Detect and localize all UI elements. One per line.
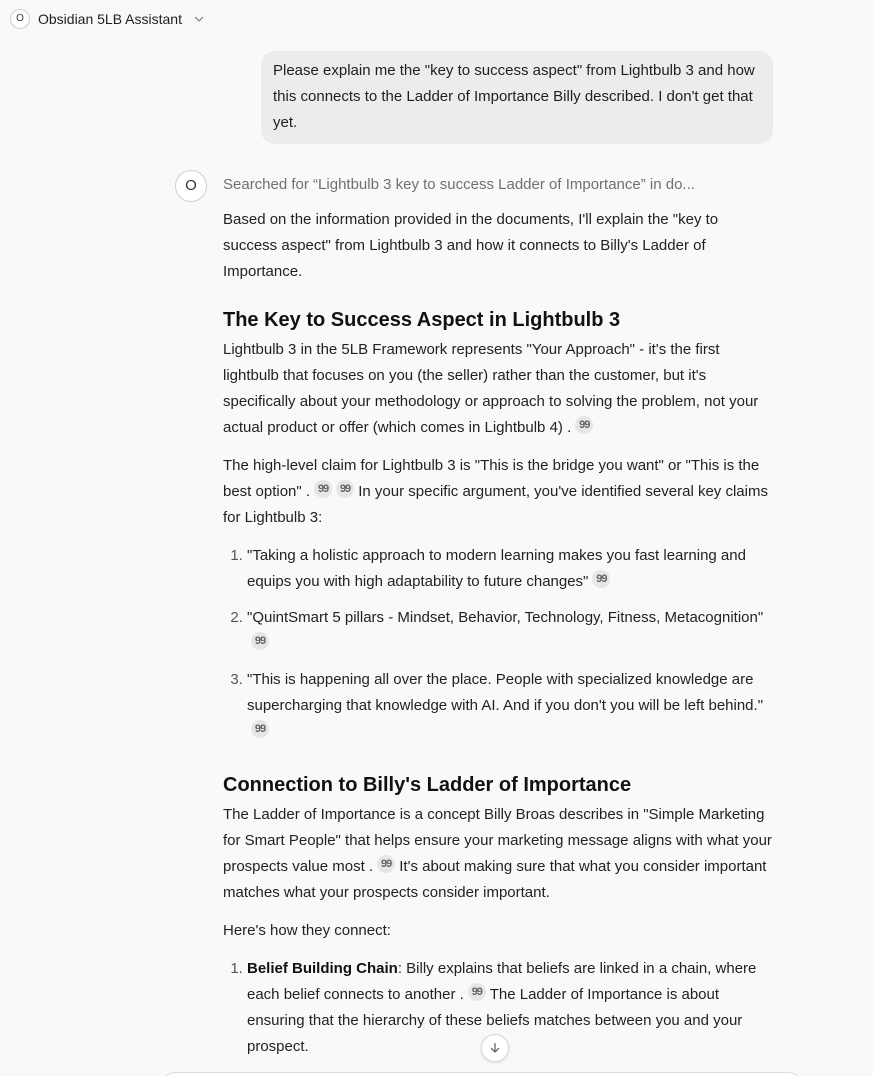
citation-icon[interactable]: 99 bbox=[575, 416, 593, 434]
paragraph bbox=[223, 337, 775, 441]
answer-intro: Based on the information provided in the documents, I'll explain the "key to success aspect" from Lightbulb 3 and how it connects to Billy's Ladder of Importance. bbox=[223, 211, 719, 280]
citation-icon[interactable]: 99 bbox=[377, 855, 395, 873]
citation-icon[interactable]: 99 bbox=[314, 480, 332, 498]
user-message: Please explain me the "key to success aspect" from Lightbulb 3 and how this connects to the Ladder of Importance Billy described. I don't get that yet. bbox=[261, 51, 773, 144]
paragraph bbox=[223, 802, 775, 906]
citation-icon[interactable]: 99 bbox=[336, 480, 354, 498]
paragraph-text: The Ladder of Importance is a concept Billy Broas describes in "Simple Marketing for Smart People" that helps ensure your marketing message aligns with what your prospects value most . bbox=[223, 806, 772, 875]
claims-list bbox=[223, 543, 775, 745]
paragraph-text: The high-level claim for Lightbulb 3 is "This is the bridge you want" or "This is the best option" . bbox=[223, 457, 760, 500]
message-composer[interactable] bbox=[160, 1072, 804, 1076]
assistant-avatar: O bbox=[10, 9, 30, 29]
list-item bbox=[247, 667, 775, 745]
list-item-text: : Billy explains that beliefs are linked in a chain, where each belief connects to another . bbox=[247, 960, 757, 1003]
citation-icon[interactable]: 99 bbox=[251, 632, 269, 650]
assistant-message bbox=[223, 207, 775, 1070]
section-heading: Connection to Billy's Ladder of Importance bbox=[223, 774, 632, 796]
section-heading: The Key to Success Aspect in Lightbulb 3 bbox=[223, 309, 621, 331]
citation-icon[interactable]: 99 bbox=[251, 720, 269, 738]
paragraph-text: It's about making sure that what you consider important matches what your prospects consider important. bbox=[223, 858, 767, 901]
arrow-down-icon bbox=[488, 1041, 502, 1055]
scroll-to-bottom-button[interactable] bbox=[481, 1034, 509, 1062]
list-item-title: Belief Building Chain bbox=[247, 960, 398, 977]
citation-icon[interactable]: 99 bbox=[592, 570, 610, 588]
citation-icon[interactable]: 99 bbox=[468, 983, 486, 1001]
list-item-text: "This is happening all over the place. People with specialized knowledge are supercharging that knowledge with AI. And if you don't you will be left behind." bbox=[247, 671, 764, 714]
search-status[interactable]: Searched for “Lightbulb 3 key to success Ladder of Importance” in do... bbox=[223, 176, 695, 193]
list-item-text: The Ladder of Importance is about ensuring that the hierarchy of these beliefs matches between you and your prospect. bbox=[247, 986, 743, 1055]
list-item bbox=[247, 956, 775, 1060]
list-item-text: "Taking a holistic approach to modern learning makes you fast learning and equips you with high adaptability to future changes" bbox=[247, 547, 746, 590]
paragraph-text: Lightbulb 3 in the 5LB Framework represents "Your Approach" - it's the first lightbulb that focuses on you (the seller) rather than the customer, but it's specifically about your methodology or approach to solving the problem, not your actual product or offer (which comes in Lightbulb 4) . bbox=[223, 341, 759, 436]
list-item bbox=[247, 543, 775, 595]
list-item-text: "QuintSmart 5 pillars - Mindset, Behavior, Technology, Fitness, Metacognition" bbox=[247, 609, 764, 626]
assistant-selector[interactable] bbox=[10, 8, 206, 30]
assistant-name: Obsidian 5LB Assistant bbox=[38, 11, 182, 27]
paragraph bbox=[223, 453, 775, 531]
paragraph-text: In your specific argument, you've identified several key claims for Lightbulb 3: bbox=[223, 483, 768, 526]
assistant-message-avatar: O bbox=[175, 170, 207, 202]
paragraph: Here's how they connect: bbox=[223, 922, 391, 939]
list-item bbox=[247, 605, 775, 657]
chevron-down-icon[interactable] bbox=[192, 12, 206, 26]
